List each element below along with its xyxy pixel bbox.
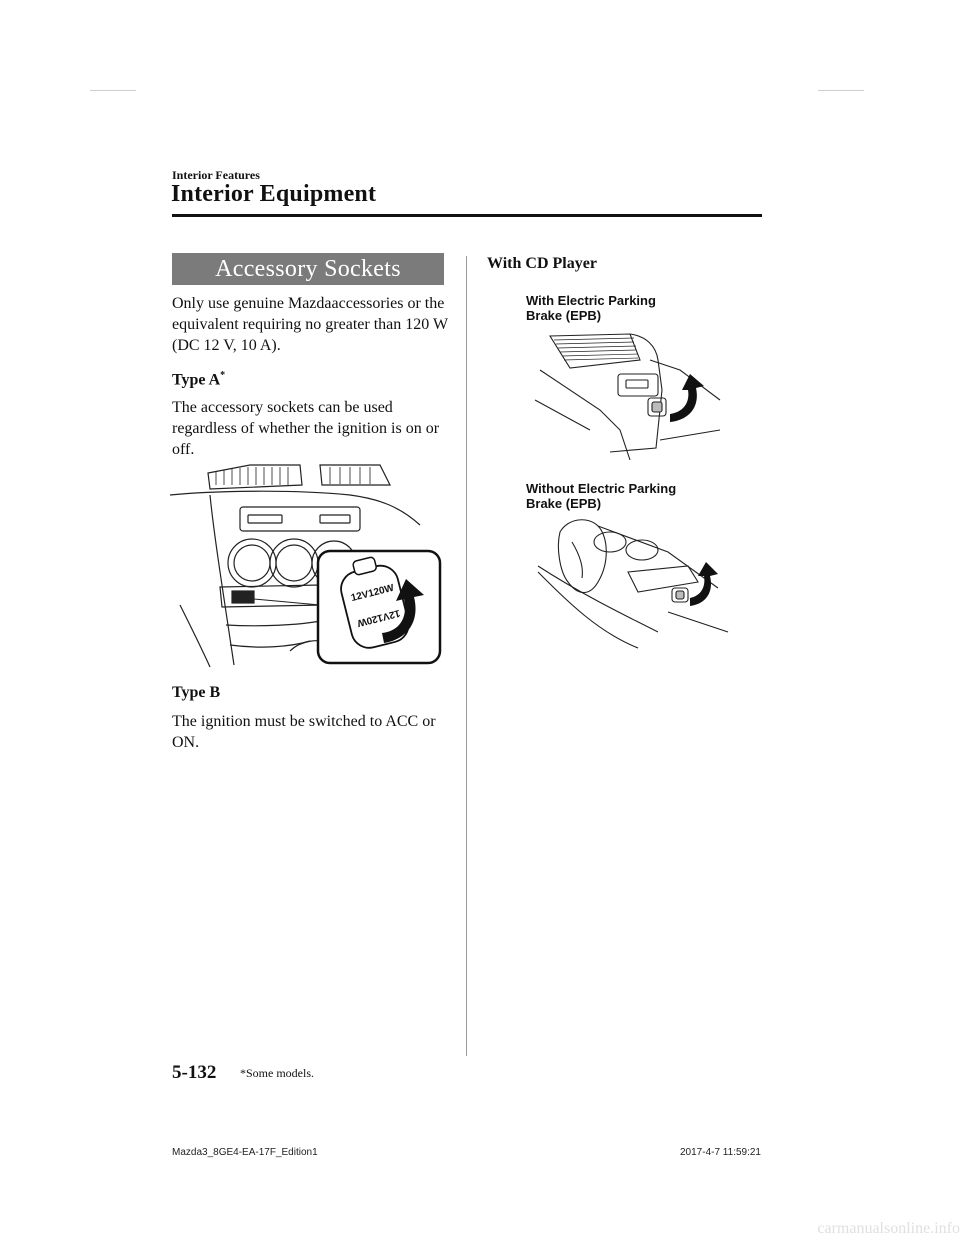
print-timestamp: 2017-4-7 11:59:21 (680, 1147, 761, 1158)
column-divider (466, 256, 467, 1056)
intro-paragraph: Only use genuine Mazdaaccessories or the equivalent requiring no greater than 120 W (DC 12 V, 10 A). (172, 295, 448, 354)
some-models-mark: * (220, 370, 226, 381)
section-label: Interior Features (172, 168, 260, 182)
figure-2-label-line-1: Without Electric Parking (526, 481, 677, 496)
page-title: Interior Equipment (171, 181, 377, 207)
figure-1-label-line-2: Brake (EPB) (526, 308, 602, 323)
section-heading: Accessory Sockets (172, 253, 444, 285)
figure-2-label (526, 481, 676, 511)
page-number: 5-132 (172, 1062, 217, 1083)
type-a-illustration (170, 455, 450, 675)
figure-2-label-line-2: Brake (EPB) (526, 496, 602, 511)
socket-rating-text-inverted: 12V120W (355, 607, 402, 629)
without-epb-illustration (538, 512, 738, 652)
type-b-heading: Type B (172, 684, 221, 701)
watermark: carmanualsonline.info (817, 1220, 960, 1237)
title-rule (172, 214, 762, 217)
type-a-label: Type A (172, 371, 221, 389)
figure-1-label-line-1: With Electric Parking (526, 293, 656, 308)
open-arrow-icon (690, 562, 718, 606)
document-id: Mazda3_8GE4-EA-17F_Edition1 (172, 1147, 318, 1158)
socket-rating-text: 12V120W (349, 582, 396, 605)
with-epb-illustration (530, 330, 730, 470)
crop-mark-left (90, 90, 136, 91)
type-a-heading (172, 370, 225, 389)
footnote: *Some models. (240, 1066, 314, 1080)
type-b-paragraph: The ignition must be switched to ACC or ON. (172, 713, 436, 751)
type-a-paragraph: The accessory sockets can be used regardless of whether the ignition is on or off. (172, 399, 440, 458)
figure-1-label (526, 293, 656, 323)
open-arrow-icon (670, 374, 704, 422)
crop-mark-right (818, 90, 864, 91)
cd-player-heading: With CD Player (487, 255, 597, 272)
